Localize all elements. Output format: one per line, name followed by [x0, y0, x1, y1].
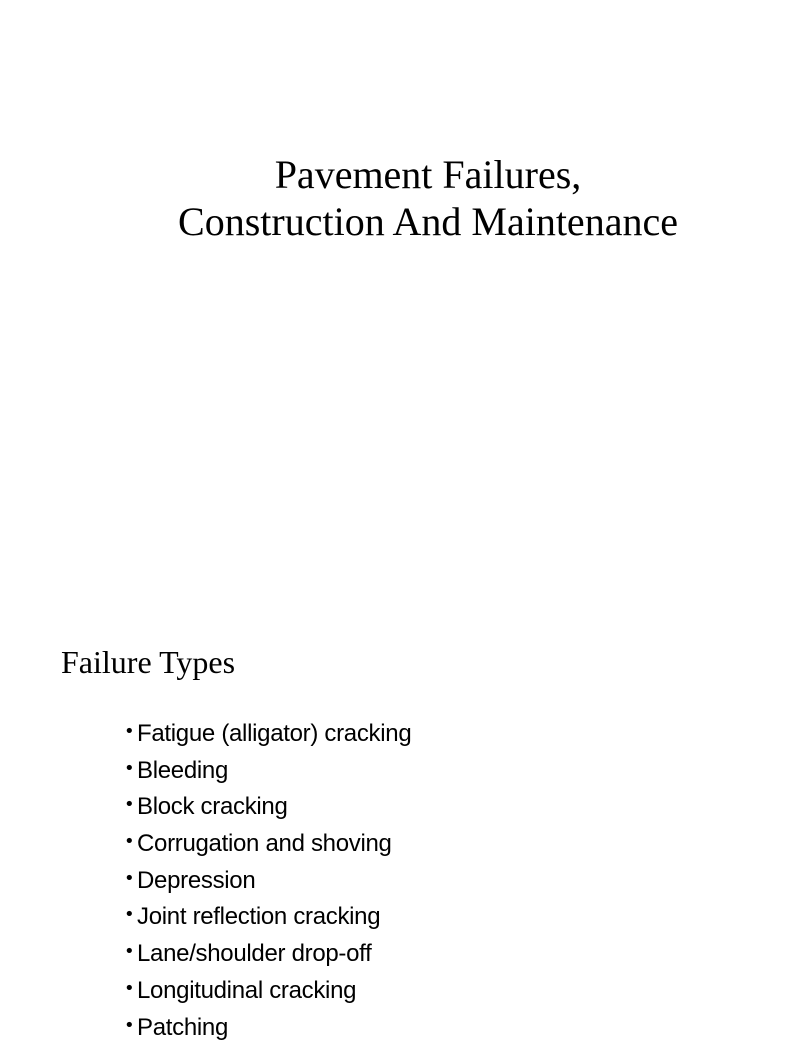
- list-item-text: Joint reflection cracking: [137, 903, 381, 931]
- list-item-text: Fatigue (alligator) cracking: [137, 720, 412, 747]
- page-title-line-1: Pavement Failures,: [274, 152, 582, 197]
- bullet-icon: •: [124, 977, 135, 999]
- list-item: [124, 787, 411, 824]
- bullet-icon: •: [124, 831, 135, 853]
- bullet-icon: •: [124, 1014, 135, 1036]
- failure-types-list: [124, 714, 411, 1044]
- list-item: [124, 714, 411, 751]
- list-item: [124, 751, 411, 788]
- bullet-icon: •: [124, 794, 135, 816]
- bullet-icon: •: [124, 904, 135, 926]
- page-title-line-2: Construction And Maintenance: [178, 199, 678, 244]
- bullet-icon: •: [124, 757, 135, 779]
- list-item-text: Depression: [137, 866, 256, 894]
- bullet-icon: •: [124, 721, 135, 742]
- list-item: [124, 971, 411, 1008]
- section-heading: Failure Types: [61, 644, 236, 680]
- list-item: [124, 934, 411, 971]
- list-item-text: Block cracking: [137, 793, 288, 821]
- list-item: [124, 824, 411, 861]
- list-item-text: Longitudinal cracking: [137, 976, 357, 1004]
- list-item: [124, 897, 411, 934]
- list-item-text: Bleeding: [137, 756, 229, 784]
- list-item-text: Lane/shoulder drop-off: [137, 940, 372, 968]
- bullet-icon: •: [124, 941, 135, 963]
- list-item-text: Patching: [137, 1013, 228, 1041]
- list-item: [124, 861, 411, 898]
- bullet-icon: •: [124, 867, 135, 889]
- list-item-text: Corrugation and shoving: [137, 830, 392, 858]
- list-item: [124, 1008, 411, 1045]
